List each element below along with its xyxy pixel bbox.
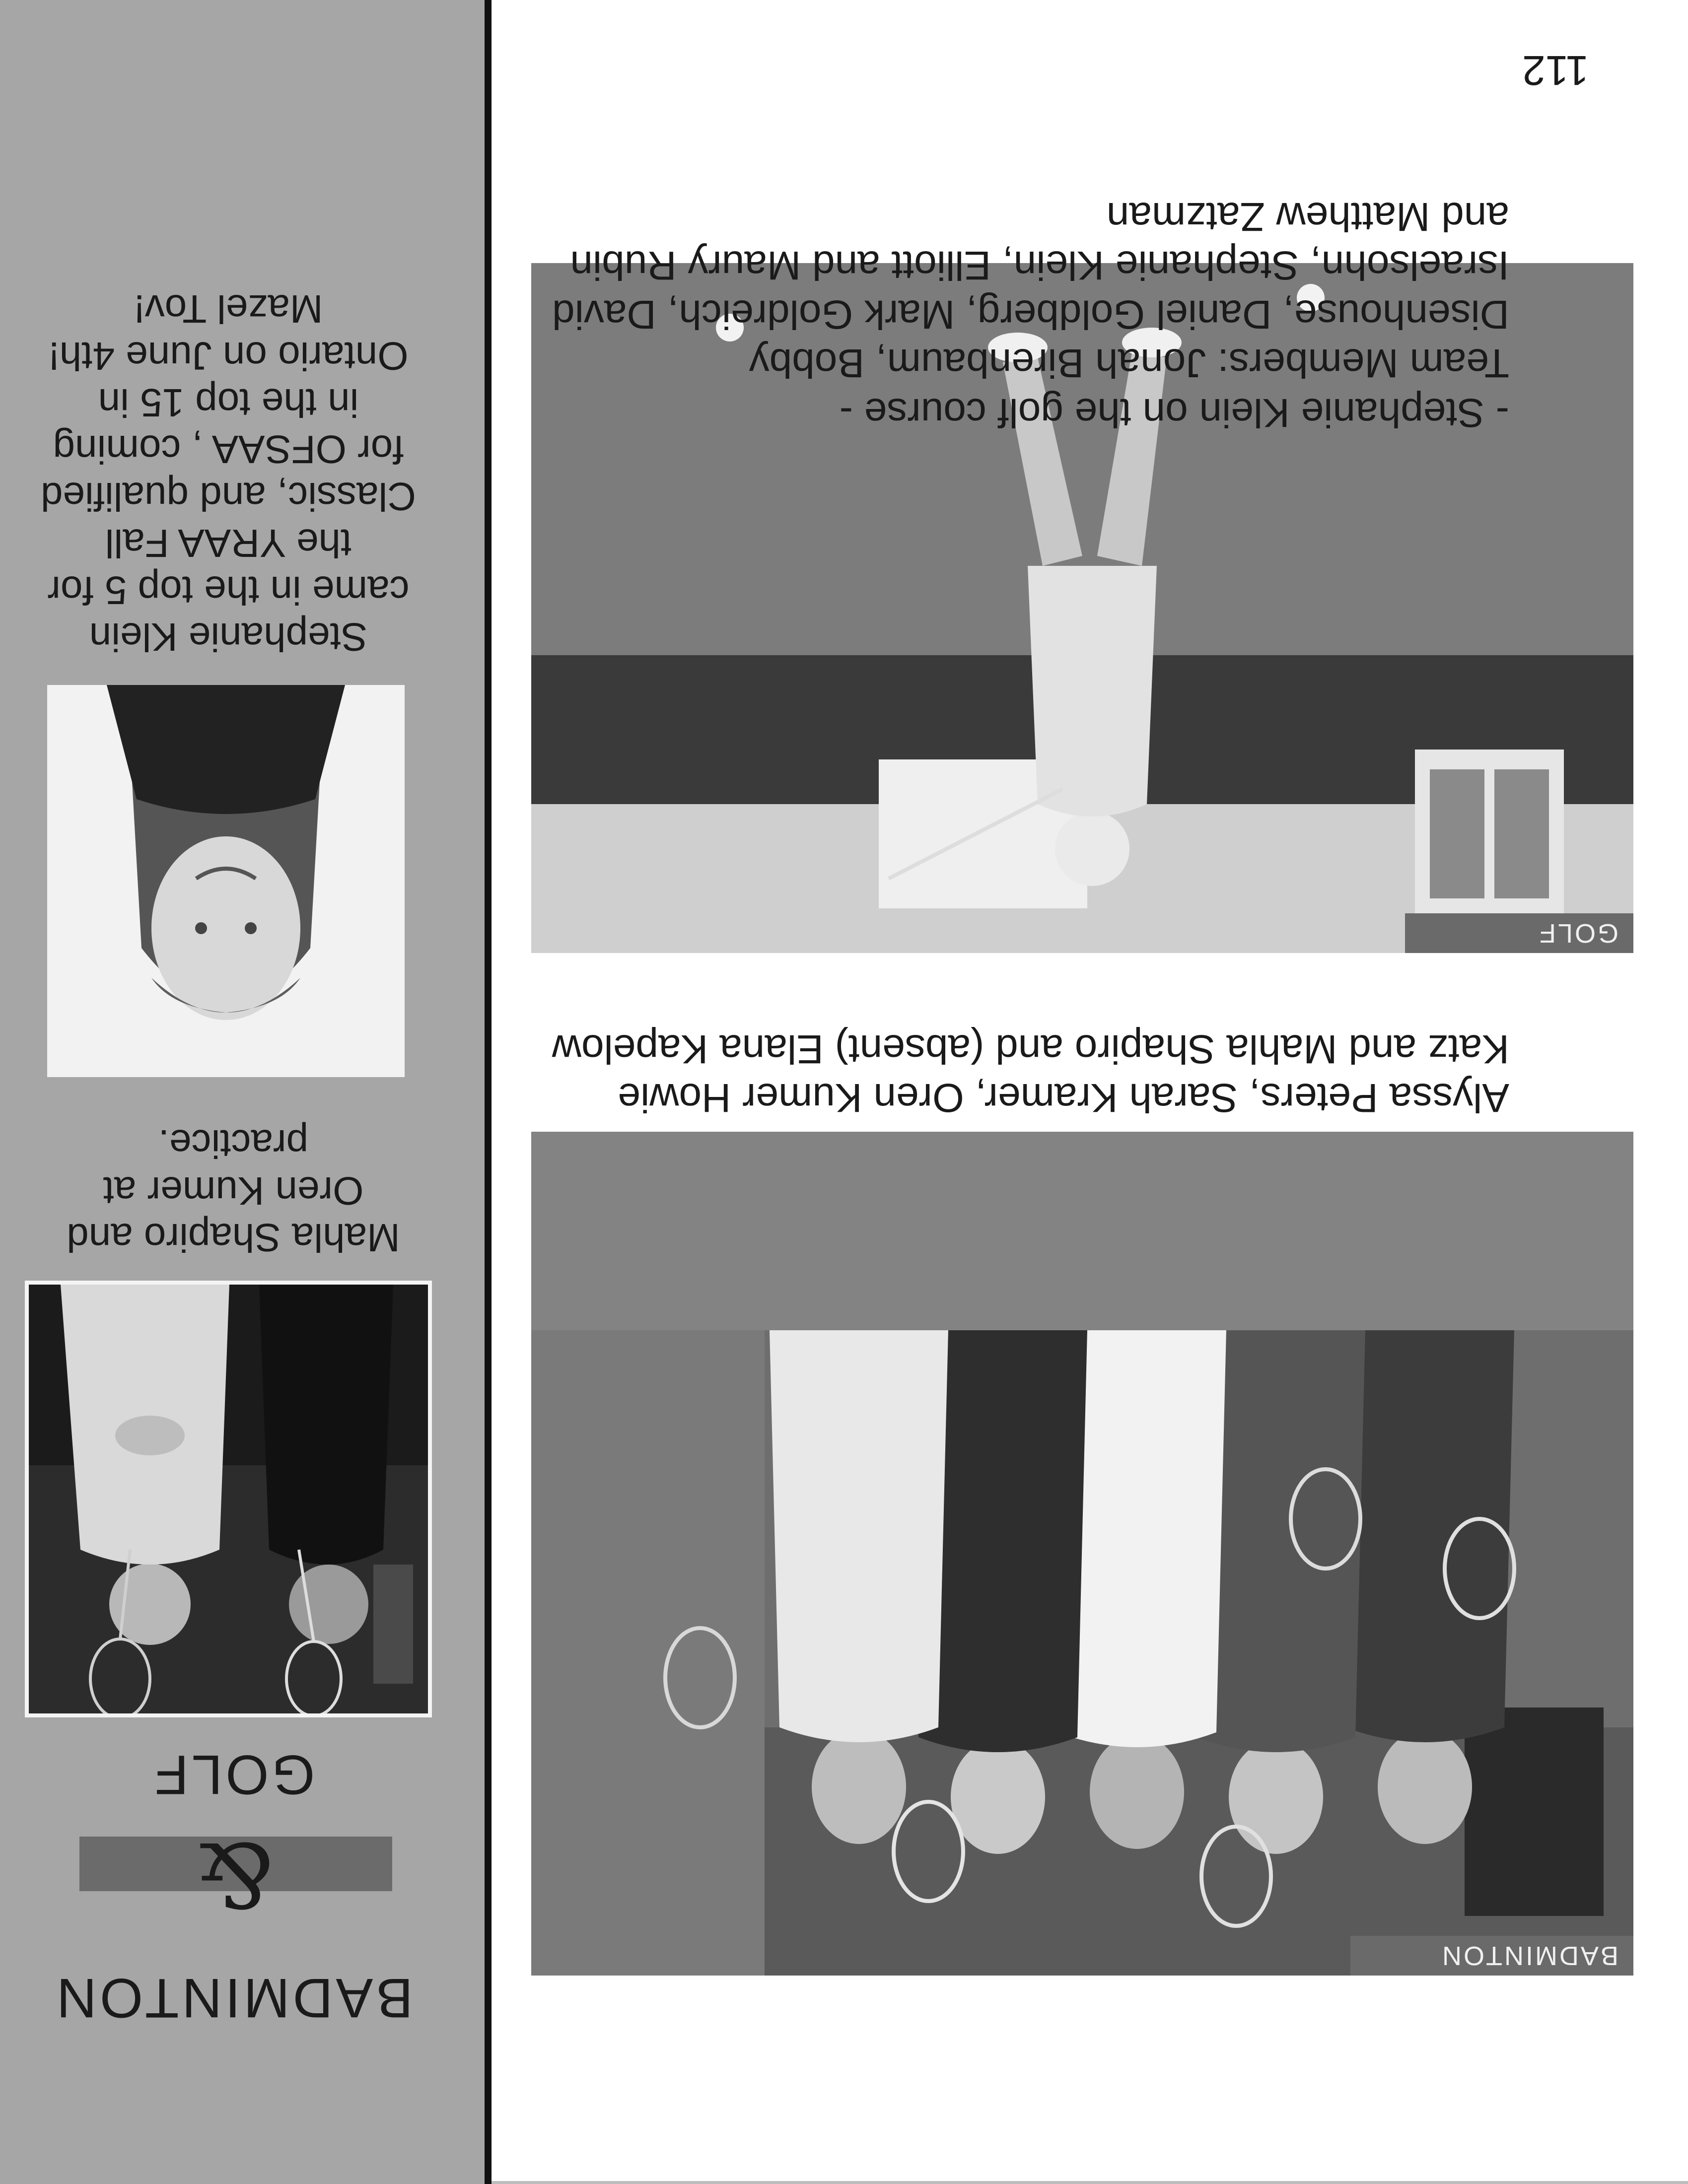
sidebar-ampersand: & xyxy=(196,1822,276,1926)
klein-portrait xyxy=(47,685,405,1077)
sidebar-divider xyxy=(485,0,492,2184)
page-number: 112 xyxy=(1522,47,1589,94)
klein-caption: Stephanie Klein came in the top 5 for the YRAA Fall Classic, and qualified for OFSAA , coming in the top 15 in Ontario on June 4th! Mazel Tov! xyxy=(41,287,416,659)
practice-photo-image xyxy=(29,1285,428,1713)
badminton-caption: Alyssa Peters, Sarah Kramer, Oren Kumer Howie Katz and Mahla Shapiro and (absent) Elana Kapelow xyxy=(552,1026,1509,1120)
practice-caption: Mahla Shapiro and Oren Kumer at practice. xyxy=(67,1122,400,1260)
badminton-team-photo xyxy=(531,1132,1633,1976)
golf-caption-line1: - Stephanie Klein on the golf course - xyxy=(839,390,1509,435)
practice-photo xyxy=(25,1281,432,1717)
golf-label: GOLF xyxy=(1405,913,1633,953)
badminton-team-image xyxy=(531,1132,1633,1976)
page-border xyxy=(492,2181,1688,2184)
klein-portrait-image xyxy=(47,685,405,1077)
sidebar-title-badminton: BADMINTON xyxy=(54,1967,413,2029)
sidebar-title-golf: GOLF xyxy=(151,1744,315,1806)
badminton-label: BADMINTON xyxy=(1350,1936,1633,1976)
golf-caption-team: Team Members: Jonah Birenbaum, Bobby Disenhouse, Daniel Goldberg, Mark Goldreich, David Israelsohn, Stephanie Klein, Elliott and Maury Rubin and Matthew Zatzman xyxy=(552,194,1509,386)
